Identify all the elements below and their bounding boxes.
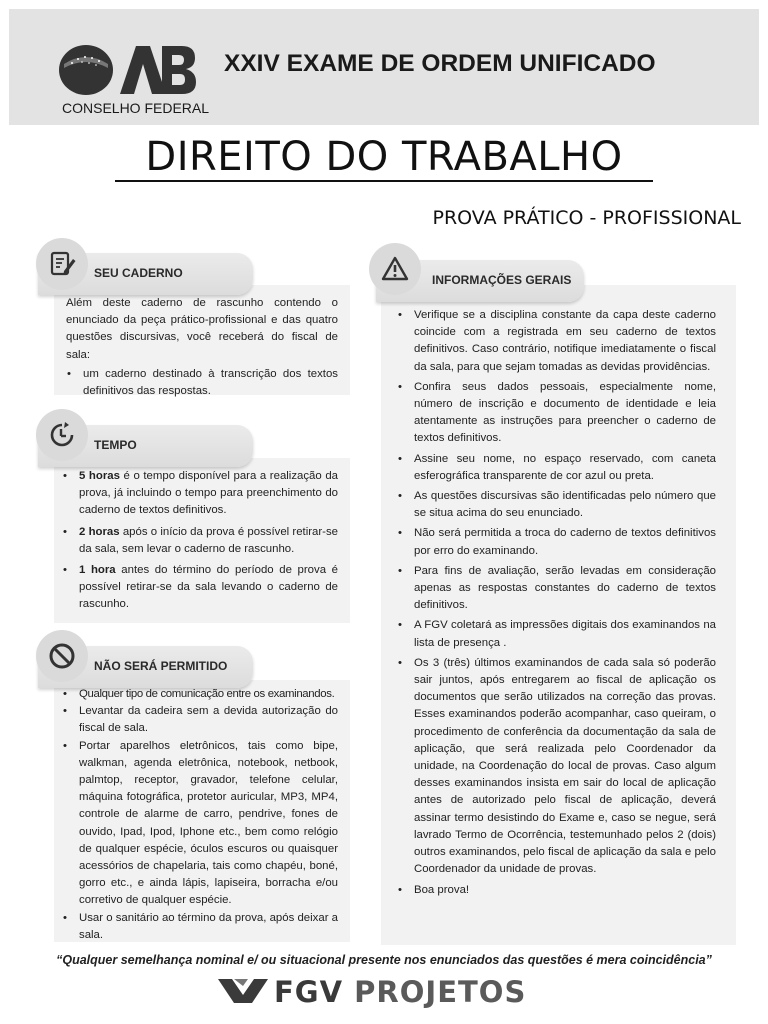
subject-title-underline <box>115 180 653 182</box>
list-item: • Levantar da cadeira sem a devida autorização do fiscal de sala. <box>62 703 338 737</box>
list-item: • Verifique se a disciplina constante da capa deste caderno coincide com a registrada em seu caderno de textos definitivos. Caso contrário, notifique imediatamente o fiscal da sala, para que sejam tomadas as devidas providências. <box>397 307 716 376</box>
fgv-projetos-wordmark <box>274 975 526 1009</box>
list-item: • Os 3 (três) últimos examinandos de cada sala só poderão sair juntos, após entregarem ao fiscal de aplicação os documentos que serão utilizados na correção das provas. Esses examinandos poderão acompanhar, caso queiram, o procedimento de conferência da documentação da sala de aplicação, que será realizada pelo Coordenador da unidade, na Coordenação do local de provas. Caso algum desses examinandos insista em sair do local de aplicação antes de autorizado pelo fiscal de aplicação, deverá assinar termo desistindo do Exame e, caso se negue, será lavrado Termo de Ocorrência, testemunhado pelos 2 (dois) outros examinandos, pelo fiscal de aplicação da sala e pelo Coordenador da unidade de provas. <box>397 655 716 879</box>
prohibited-icon <box>36 630 88 682</box>
oab-logo-mark <box>58 44 196 96</box>
disclaimer-quote: “Qualquer semelhança nominal e/ ou situacional presente nos enunciados das questões é mera coincidência” <box>56 953 712 967</box>
logo-caption: CONSELHO FEDERAL <box>62 100 210 116</box>
subject-title: DIREITO DO TRABALHO <box>145 134 623 180</box>
seu-caderno-box <box>54 285 350 398</box>
list-item: • As questões discursivas são identificadas pelo número que se situa acima do seu enunciado. <box>397 488 716 522</box>
informacoes-gerais-list <box>397 307 716 899</box>
list-item <box>62 524 338 558</box>
projetos-wordmark: PROJETOS <box>354 975 527 1009</box>
list-item <box>62 468 338 520</box>
list-item: • um caderno destinado à transcrição dos textos definitivos das respostas. <box>66 366 338 400</box>
warning-icon <box>369 243 421 295</box>
list-item: • Usar o sanitário ao término da prova, após deixar a sala. <box>62 910 338 944</box>
fgv-logo-mark <box>218 977 268 1005</box>
tempo-list <box>62 468 338 614</box>
exam-title: XXIV EXAME DE ORDEM UNIFICADO <box>224 50 656 77</box>
tempo-duration: 1 hora <box>79 564 116 577</box>
nao-permitido-list <box>62 686 338 944</box>
seu-caderno-intro: Além deste caderno de rascunho contendo o enunciado da peça prático-profissional e das quatro questões discursivas, você receberá do fiscal de sala: <box>66 297 338 361</box>
list-item: • Boa prova! <box>397 882 716 899</box>
notebook-pencil-icon <box>36 238 88 290</box>
tempo-text: é o tempo disponível para a realização da prova, já incluindo o tempo para preenchimento do caderno de textos definitivos. <box>79 470 338 517</box>
list-item: • Portar aparelhos eletrônicos, tais como bipe, walkman, agenda eletrônica, notebook, netbook, palmtop, receptor, gravador, telefone celular, máquina fotográfica, protetor auricular, MP3, MP4, controle de alarme de carro, pendrive, fones de ouvido, Ipad, Ipod, Iphone etc., bem como relógio de qualquer espécie, óculos escuros ou quaisquer acessórios de chapelaria, tais como chapéu, boné, gorro etc., e ainda lápis, lapiseira, borracha e/ou corretivo de qualquer espécie. <box>62 738 338 910</box>
tempo-duration: 2 horas <box>79 525 120 538</box>
clock-icon <box>36 409 88 461</box>
list-item: • A FGV coletará as impressões digitais dos examinandos na lista de presença . <box>397 617 716 651</box>
fgv-projetos-logo <box>218 975 558 1015</box>
list-item: • Assine seu nome, no espaço reservado, com caneta esferográfica transparente de cor azul ou preta. <box>397 451 716 485</box>
oab-logo <box>58 44 210 116</box>
list-item: • Confira seus dados pessoais, especialmente nome, número de inscrição e documento de identidade e leia atentamente as instruções para preencher o caderno de textos definitivos. <box>397 379 716 448</box>
nao-permitido-box <box>54 680 350 942</box>
fgv-wordmark: FGV <box>274 975 344 1009</box>
nao-permitido-title: NÃO SERÁ PERMITIDO <box>94 659 228 673</box>
tempo-box <box>54 458 350 623</box>
list-item: • Qualquer tipo de comunicação entre os examinandos. <box>62 686 338 703</box>
seu-caderno-list <box>66 366 338 400</box>
list-item: • Para fins de avaliação, serão levadas em consideração apenas as respostas constantes do caderno de textos definitivos. <box>397 563 716 615</box>
seu-caderno-title: SEU CADERNO <box>94 266 183 280</box>
list-item: • Não será permitida a troca do caderno de textos definitivos por erro do examinando. <box>397 525 716 559</box>
tempo-text: antes do término do período de prova é possível retirar-se da sala levando o caderno de rascunho. <box>79 564 338 611</box>
list-item <box>62 562 338 614</box>
tempo-duration: 5 horas <box>79 470 120 482</box>
tempo-text: após o início da prova é possível retirar-se da sala, sem levar o caderno de rascunho. <box>79 525 338 555</box>
informacoes-gerais-title: INFORMAÇÕES GERAIS <box>432 273 572 287</box>
test-type: PROVA PRÁTICO - PROFISSIONAL <box>432 207 741 229</box>
tempo-title: TEMPO <box>94 438 137 452</box>
informacoes-gerais-box <box>381 285 736 945</box>
